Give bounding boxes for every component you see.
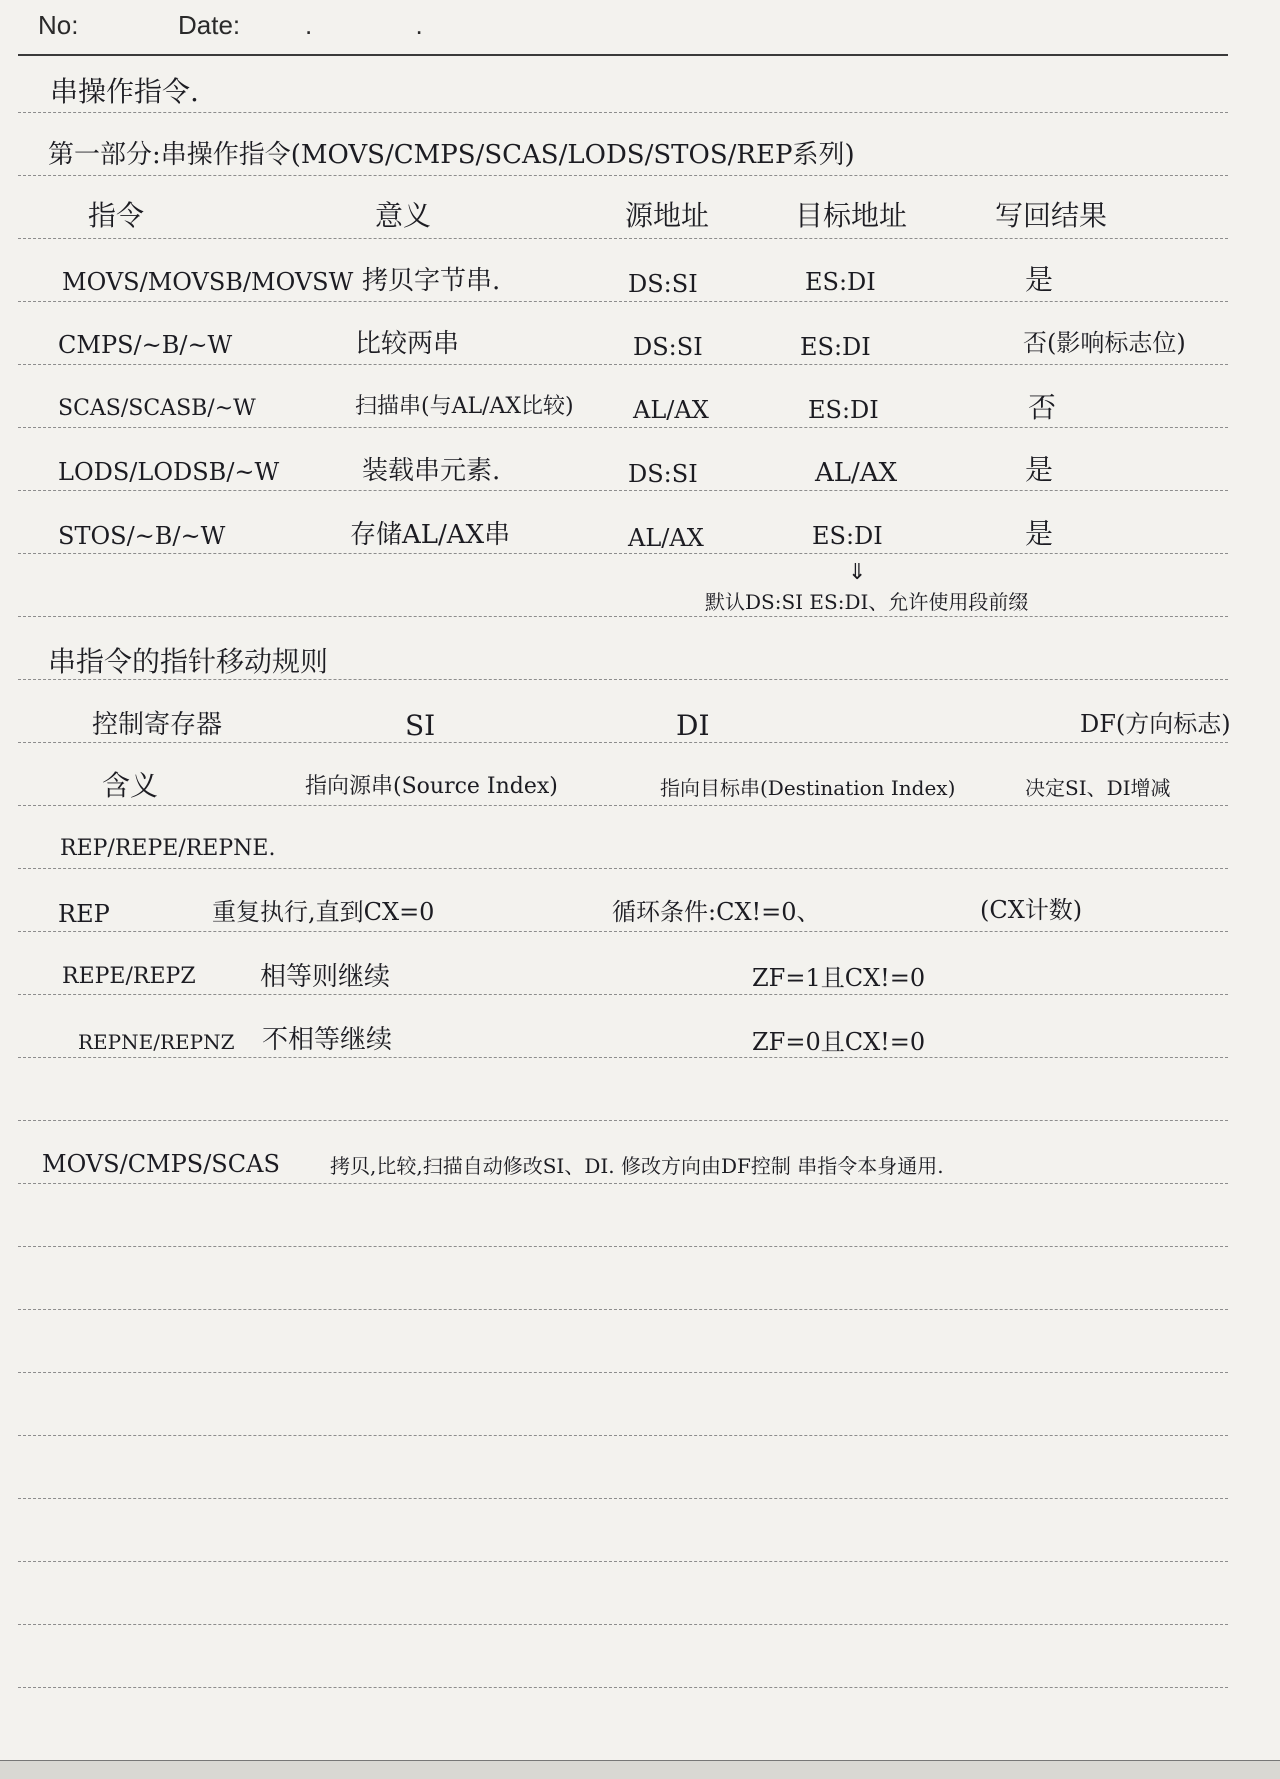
table-cell-meaning: 扫描串(与AL/AX比较) [355, 394, 574, 419]
rules-label-register: 控制寄存器 [92, 710, 223, 740]
ruled-line [18, 931, 1228, 932]
rep-cond: 循环条件:CX!=0、 [612, 898, 821, 926]
table-header-target: 目标地址 [795, 199, 908, 232]
table-cell-meaning: 存储AL/AX串 [350, 520, 511, 550]
table-header-instruction: 指令 [88, 199, 145, 232]
table-cell-writeback: 否 [1028, 391, 1057, 424]
ruled-line [18, 1624, 1228, 1625]
rep-name: REPE/REPZ [62, 964, 196, 989]
date-value: . . [305, 10, 471, 40]
date-label: Date: [178, 10, 241, 40]
ruled-line [18, 301, 1228, 302]
rep-extra: (CX计数) [980, 896, 1083, 924]
ruled-line [18, 1372, 1228, 1373]
rep-title: REP/REPE/REPNE. [60, 836, 276, 861]
ruled-line [18, 238, 1228, 239]
ruled-line [18, 427, 1228, 428]
table-header-writeback: 写回结果 [995, 199, 1108, 232]
table-cell-instr: LODS/LODSB/~W [58, 458, 280, 486]
ruled-line [18, 616, 1228, 617]
rep-name: REPNE/REPNZ [78, 1030, 235, 1054]
table-cell-instr: STOS/~B/~W [58, 522, 226, 550]
ruled-line [18, 1183, 1228, 1184]
table-cell-meaning: 拷贝字节串. [362, 266, 501, 296]
table-cell-meaning: 装载串元素. [362, 456, 501, 486]
ruled-line [18, 1561, 1228, 1562]
part1-title: 第一部分:串操作指令(MOVS/CMPS/SCAS/LODS/STOS/REP系列) [48, 140, 855, 170]
table-cell-source: DS:SI [633, 333, 703, 361]
table-cell-writeback: 否(影响标志位) [1023, 329, 1186, 357]
rep-name: REP [58, 900, 110, 928]
table-cell-instr: SCAS/SCASB/~W [58, 396, 256, 421]
table-cell-source: AL/AX [628, 524, 704, 552]
rules-meaning-di: 指向目标串(Destination Index) [660, 776, 956, 800]
page-header [0, 0, 1280, 58]
table-cell-target: ES:DI [805, 268, 876, 296]
table-cell-source: DS:SI [628, 460, 698, 488]
table-cell-instr: CMPS/~B/~W [58, 331, 233, 359]
rules-register-df: DF(方向标志) [1080, 710, 1231, 738]
rules-meaning-si: 指向源串(Source Index) [305, 774, 558, 799]
rep-desc: 重复执行,直到CX=0 [212, 898, 435, 926]
ruled-line [18, 112, 1228, 113]
ruled-line [18, 175, 1228, 176]
table-cell-writeback: 是 [1025, 453, 1054, 486]
ruled-line [18, 679, 1228, 680]
table-cell-target: ES:DI [800, 333, 871, 361]
table-header-source: 源地址 [625, 199, 710, 232]
page-bottom-edge [0, 1760, 1280, 1779]
table-cell-meaning: 比较两串 [355, 329, 460, 359]
rep-desc: 相等则继续 [260, 962, 391, 992]
ruled-line [18, 1435, 1228, 1436]
table-header-meaning: 意义 [375, 199, 432, 232]
ruled-line [18, 1309, 1228, 1310]
table-cell-instr: MOVS/MOVSB/MOVSW [62, 268, 354, 296]
page-title: 串操作指令. [50, 75, 199, 108]
rep-cond: ZF=1且CX!=0 [752, 964, 926, 992]
rep-desc: 不相等继续 [262, 1025, 393, 1055]
table-cell-writeback: 是 [1025, 517, 1054, 550]
ruled-line [18, 805, 1228, 806]
ruled-line [18, 1498, 1228, 1499]
down-arrow-icon: ⇓ [848, 560, 867, 585]
table-cell-source: AL/AX [633, 396, 709, 424]
rep-cond: ZF=0且CX!=0 [752, 1028, 926, 1056]
summary-lead: MOVS/CMPS/SCAS [42, 1150, 280, 1178]
table-cell-source: DS:SI [628, 270, 698, 298]
ruled-line [18, 490, 1228, 491]
no-label: No: [38, 10, 79, 40]
rules-title: 串指令的指针移动规则 [48, 645, 329, 678]
table-note: 默认DS:SI ES:DI、允许使用段前缀 [705, 590, 1029, 614]
rules-register-si: SI [405, 709, 436, 742]
ruled-line [18, 1120, 1228, 1121]
ruled-line [18, 364, 1228, 365]
table-cell-target: ES:DI [812, 522, 883, 550]
rules-register-di: DI [676, 709, 710, 742]
header-divider [18, 54, 1228, 56]
table-cell-target: AL/AX [815, 458, 898, 488]
rules-label-meaning: 含义 [102, 769, 159, 802]
ruled-line [18, 1246, 1228, 1247]
table-cell-target: ES:DI [808, 396, 879, 424]
ruled-line [18, 1057, 1228, 1058]
ruled-line [18, 742, 1228, 743]
ruled-line [18, 1687, 1228, 1688]
rules-meaning-df: 决定SI、DI增减 [1025, 776, 1171, 800]
table-cell-writeback: 是 [1025, 263, 1054, 296]
ruled-line [18, 553, 1228, 554]
ruled-line [18, 868, 1228, 869]
summary-text: 拷贝,比较,扫描自动修改SI、DI. 修改方向由DF控制 串指令本身通用. [330, 1154, 944, 1178]
ruled-line [18, 994, 1228, 995]
